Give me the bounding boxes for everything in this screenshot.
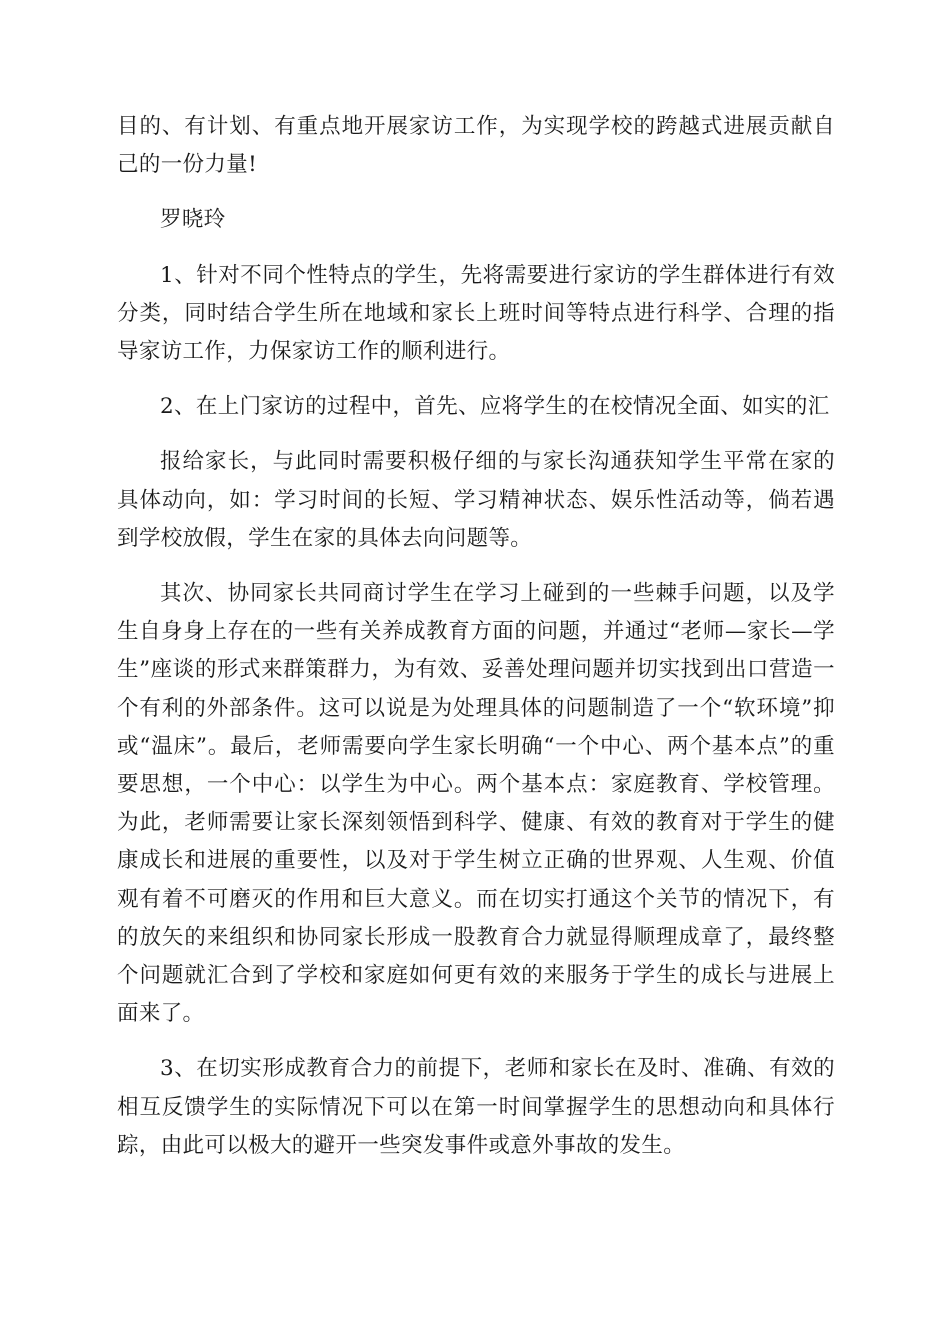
paragraph-point-3: 3、在切实形成教育合力的前提下，老师和家长在及时、准确、有效的相互反馈学生的实际情况下可以在第一时间掌握学生的思想动向和具体行踪，由此可以极大的避开一些突发事件或意外事故的发生。: [117, 1056, 835, 1158]
paragraph-point-1: 1、针对不同个性特点的学生，先将需要进行家访的学生群体进行有效分类，同时结合学生所在地域和家长上班时间等特点进行科学、合理的指导家访工作，力保家访工作的顺利进行。: [117, 262, 835, 365]
paragraph-point-2: 2、在上门家访的过程中，首先、应将学生的在校情况全面、如实的汇: [160, 394, 830, 420]
paragraph-next-steps: 其次、协同家长共同商讨学生在学习上碰到的一些棘手问题，以及学生自身身上存在的一些有关养成教育方面的问题，并通过“老师—家长—学生”座谈的形式来群策群力，为有效、妥善处理问题并切实找到出口营造一个有利的外部条件。这可以说是为处理具体的问题制造了一个“软环境”抑或“温床”。最后，老师需要向学生家长明确“一个中心、两个基本点”的重要思想，一个中心：以学生为中心。两个基本点：家庭教育、学校管理。为此，老师需要让家长深刻领悟到科学、健康、有效的教育对于学生的健康成长和进展的重要性，以及对于学生树立正确的世界观、人生观、价值观有着不可磨灭的作用和巨大意义。而在切实打通这个关节的情况下，有的放矢的来组织和协同家长形成一股教育合力就显得顺理成章了，最终整个问题就汇合到了学校和家庭如何更有效的来服务于学生的成长与进展上面来了。: [117, 581, 835, 1027]
paragraph-continuation: 目的、有计划、有重点地开展家访工作，为实现学校的跨越式进展贡献自己的一份力量!: [117, 114, 835, 178]
paragraph-report-to-parents: 报给家长，与此同时需要积极仔细的与家长沟通获知学生平常在家的具体动向，如：学习时间的长短、学习精神状态、娱乐性活动等，倘若遇到学校放假，学生在家的具体去向问题等。: [117, 449, 835, 551]
document-body: [117, 108, 835, 1182]
author-name: 罗晓玲: [160, 207, 226, 233]
